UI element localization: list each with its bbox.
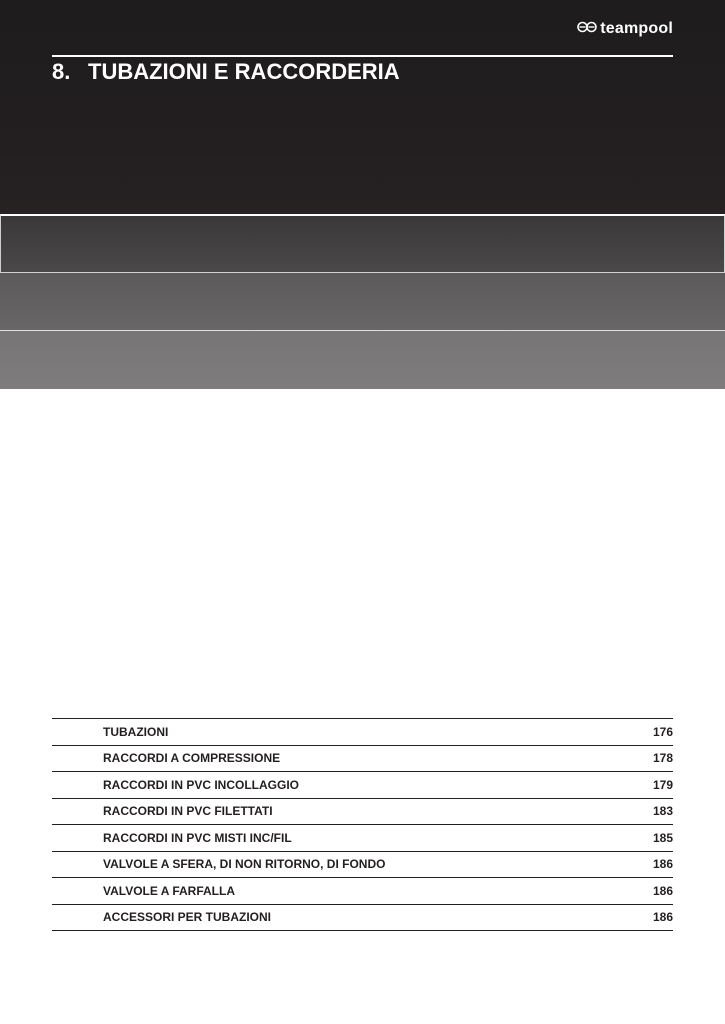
toc-page-number: 186 xyxy=(652,857,673,872)
chapter-title-text: TUBAZIONI E RACCORDERIA xyxy=(88,59,400,84)
toc-row[interactable] xyxy=(52,719,673,746)
toc-row[interactable] xyxy=(52,825,673,852)
toc-page-number: 183 xyxy=(652,804,673,819)
chapter-header xyxy=(0,0,725,214)
toc-page-number: 186 xyxy=(652,910,673,925)
toc-row[interactable] xyxy=(52,852,673,879)
toc-entry-label: RACCORDI IN PVC MISTI INC/FIL xyxy=(103,830,292,845)
toc-row[interactable] xyxy=(52,905,673,932)
header-divider xyxy=(52,55,673,57)
toc-page-number: 178 xyxy=(652,751,673,766)
header-band-2 xyxy=(0,273,725,331)
toc-entry-label: ACCESSORI PER TUBAZIONI xyxy=(103,910,272,925)
toc-entry-label: RACCORDI IN PVC FILETTATI xyxy=(103,804,273,819)
toc-page-number: 176 xyxy=(652,724,673,739)
chapter-title xyxy=(52,59,400,85)
table-of-contents xyxy=(52,718,673,931)
chapter-number: 8. xyxy=(52,59,71,84)
toc-page-number: 186 xyxy=(652,883,673,898)
toc-entry-label: TUBAZIONI xyxy=(103,724,169,739)
toc-entry-label: RACCORDI IN PVC INCOLLAGGIO xyxy=(103,777,300,792)
brand-logo xyxy=(577,18,673,40)
header-band-3 xyxy=(0,331,725,389)
toc-row[interactable] xyxy=(52,799,673,826)
header-band-1 xyxy=(0,214,725,273)
toc-page-number: 185 xyxy=(652,830,673,845)
brand-name: teampool xyxy=(600,20,673,37)
toc-entry-label: VALVOLE A FARFALLA xyxy=(103,883,235,898)
toc-page-number: 179 xyxy=(652,777,673,792)
toc-row[interactable] xyxy=(52,878,673,905)
toc-row[interactable] xyxy=(52,772,673,799)
teampool-logo-icon xyxy=(577,20,597,39)
toc-entry-label: VALVOLE A SFERA, DI NON RITORNO, DI FONDO xyxy=(103,857,386,872)
toc-row[interactable] xyxy=(52,746,673,773)
toc-entry-label: RACCORDI A COMPRESSIONE xyxy=(103,751,281,766)
